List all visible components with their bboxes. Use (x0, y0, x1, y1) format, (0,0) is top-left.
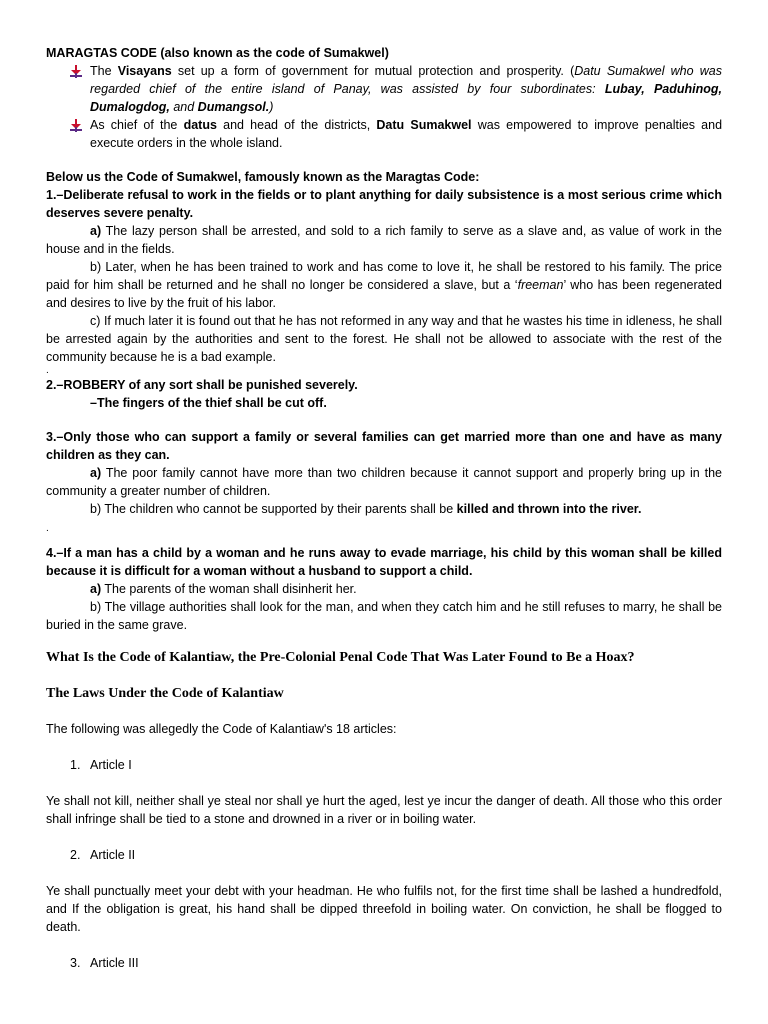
bullet2-text: As chief of the (90, 118, 184, 132)
article-number: 3. (70, 956, 81, 970)
law3-item-a (46, 464, 722, 500)
article-1-text: Ye shall not kill, neither shall ye steal nor shall ye hurt the aged, lest ye incur the danger of death. All those who this order shall infringe shall be tied to a stone and drowned in a river or in boiling water. (46, 794, 722, 826)
bullet2-text-post: was empowered to improve penalties and execute orders in the whole island. (90, 118, 723, 150)
law4-a-text: The parents of the woman shall disinherit her. (101, 582, 357, 596)
article-title: Article I (90, 758, 132, 772)
law3-a-label: a) (90, 466, 102, 480)
article-2-title (46, 846, 722, 864)
bullet1-italic: Datu Sumakwel who was regarded chief of the entire island of Panay, was assisted by four subordinates: (90, 64, 722, 96)
datu-sumakwel-term: Datu Sumakwel (376, 118, 472, 132)
article-number: 2. (70, 848, 81, 862)
maragtas-bullet-1 (46, 62, 722, 116)
freeman-term: freeman (517, 278, 564, 292)
arrow-down-plus-bullet-icon (70, 65, 82, 78)
bullet2-text-mid: and head of the districts, (216, 118, 377, 132)
law1-item-b (46, 258, 722, 312)
datus-term: datus (183, 118, 217, 132)
law4-a-label: a) (90, 582, 102, 596)
separator-dot: . (46, 523, 49, 534)
bullet1-and: and (169, 100, 198, 114)
maragtas-bullet-2 (46, 116, 722, 152)
maragtas-intro: Below us the Code of Sumakwel, famously known as the Maragtas Code: (46, 170, 480, 184)
maragtas-bullet-list (46, 62, 722, 152)
law1-b-text-post: ’ who has been regenerated and desires to live by the fruit of his labor. (46, 278, 722, 310)
law1-item-a (46, 222, 722, 258)
subordinate-names: Lubay, Paduhinog, Dumalogdog, (90, 82, 723, 114)
law1-item-c: c) If much later it is found out that he has not reformed in any way and that he wastes his time in idleness, he shall be arrested again by the authorities and sent to the forest. He shall not be allowed to associate with the rest of the community because he is a bad example. (46, 314, 722, 364)
law3-item-b (46, 500, 722, 518)
law3-b-bold: killed and thrown into the river. (456, 502, 642, 516)
law4-item-a (46, 580, 722, 598)
maragtas-title: MARAGTAS CODE (also known as the code of Sumakwel) (46, 46, 389, 60)
arrow-down-plus-bullet-icon (70, 119, 82, 132)
law2-sub: –The fingers of the thief shall be cut off. (90, 396, 327, 410)
separator-dot: . (46, 365, 49, 376)
bullet1-close: ) (269, 100, 274, 114)
law1-heading: 1.–Deliberate refusal to work in the fields or to plant anything for daily subsistence is a most serious crime which deserves severe penalty. (46, 188, 722, 220)
law3-b-text: b) The children who cannot be supported by their parents shall be (90, 502, 457, 516)
law1-b-text: b) Later, when he has been trained to work and has come to love it, he shall be restored to his family. The price paid for him shall be returned and he shall no longer be considered a slave, but a ‘ (46, 260, 722, 292)
law3-heading: 3.–Only those who can support a family or several families can get married more than one and have as many children as they can. (46, 430, 722, 462)
article-2-text: Ye shall punctually meet your debt with your headman. He who fulfils not, for the first time shall be lashed a hundredfold, and If the obligation is great, his hand shall be dipped threefold in boiling water. On conviction, he shall be flogged to death. (46, 884, 722, 934)
article-title: Article III (90, 956, 139, 970)
kalantiaw-heading: What Is the Code of Kalantiaw, the Pre-Colonial Penal Code That Was Later Found to Be a Hoax? (46, 650, 635, 665)
visayans-term: Visayans (117, 64, 172, 78)
kalantiaw-intro: The following was allegedly the Code of Kalantiaw's 18 articles: (46, 722, 397, 736)
law4-heading: 4.–If a man has a child by a woman and he runs away to evade marriage, his child by this woman shall be killed because it is difficult for a woman without a husband to support a child. (46, 546, 722, 578)
article-1-title (46, 756, 722, 774)
law4-item-b: b) The village authorities shall look for the man, and when they catch him and he still refuses to marry, he shall be buried in the same grave. (46, 600, 722, 632)
law3-a-text: The poor family cannot have more than two children because it cannot support and properly bring up in the community a greater number of children. (46, 466, 722, 498)
article-number: 1. (70, 758, 81, 772)
bullet1-text: The (90, 64, 118, 78)
article-3-title (46, 954, 722, 972)
subordinate-name-last: Dumangsol. (197, 100, 270, 114)
law2-heading: 2.–ROBBERY of any sort shall be punished severely. (46, 378, 358, 392)
law1-a-text: The lazy person shall be arrested, and sold to a rich family to serve as a slave and, as value of work in the house and in the fields. (46, 224, 722, 256)
law1-a-label: a) (90, 224, 102, 238)
kalantiaw-laws-heading: The Laws Under the Code of Kalantiaw (46, 686, 284, 701)
bullet1-text-mid: set up a form of government for mutual protection and prosperity. ( (171, 64, 575, 78)
article-title: Article II (90, 848, 136, 862)
